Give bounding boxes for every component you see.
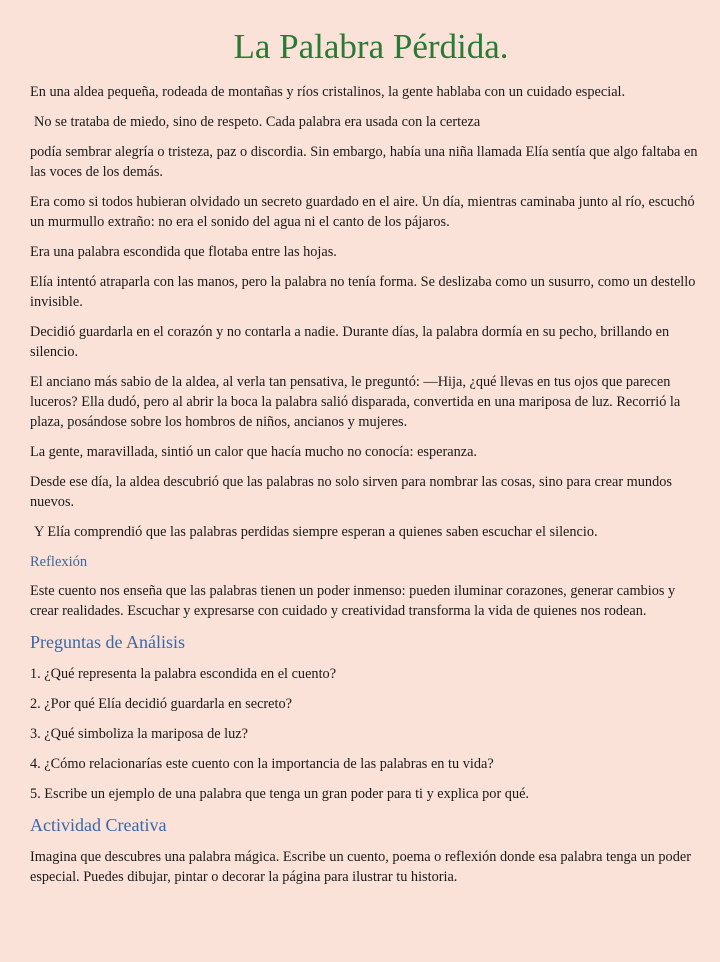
question-item: 1. ¿Qué representa la palabra escondida en el cuento? (30, 666, 337, 682)
analysis-heading: Preguntas de Análisis (30, 632, 185, 652)
reflection-section (30, 552, 702, 621)
reflection-text: Este cuento nos enseña que las palabras tienen un poder inmenso: pueden iluminar corazones, generar cambios y crear realidades. Escuchar y expresarse con cuidado y creatividad transforma la vida de quienes nos rodean. (30, 583, 676, 619)
analysis-section (30, 631, 702, 804)
story-paragraph-4: Era como si todos hubieran olvidado un secreto guardado en el aire. Un día, mientras caminaba junto al río, escuchó un murmullo extraño: no era el sonido del agua ni el canto de los pájaros. (30, 194, 695, 230)
activity-heading: Actividad Creativa (30, 815, 167, 835)
question-item: 3. ¿Qué simboliza la mariposa de luz? (30, 726, 248, 742)
question-list (30, 664, 702, 804)
story-paragraph-5: Era una palabra escondida que flotaba entre las hojas. (30, 244, 337, 260)
story-paragraph-6: Elía intentó atraparla con las manos, pero la palabra no tenía forma. Se deslizaba como un susurro, como un destello invisible. (30, 274, 696, 310)
story-paragraph-9: La gente, maravillada, sintió un calor que hacía mucho no conocía: esperanza. (30, 444, 477, 460)
reflection-heading: Reflexión (30, 554, 88, 570)
page-title: La Palabra Pérdida. (233, 27, 509, 66)
story-body (30, 82, 702, 542)
story-paragraph-11: Y Elía comprendió que las palabras perdidas siempre esperan a quienes saben escuchar el silencio. (34, 524, 598, 540)
story-paragraph-10: Desde ese día, la aldea descubrió que las palabras no solo sirven para nombrar las cosas, sino para crear mundos nuevos. (30, 474, 672, 510)
story-paragraph-1: En una aldea pequeña, rodeada de montañas y ríos cristalinos, la gente hablaba con un cuidado especial. (30, 84, 626, 100)
story-paragraph-3: podía sembrar alegría o tristeza, paz o discordia. Sin embargo, había una niña llamada Elía sentía que algo faltaba en las voces de los demás. (30, 144, 698, 180)
question-item: 5. Escribe un ejemplo de una palabra que tenga un gran poder para ti y explica por qué. (30, 786, 530, 802)
story-paragraph-7: Decidió guardarla en el corazón y no contarla a nadie. Durante días, la palabra dormía en su pecho, brillando en silencio. (30, 324, 670, 360)
question-item: 4. ¿Cómo relacionarías este cuento con la importancia de las palabras en tu vida? (30, 756, 494, 772)
activity-text: Imagina que descubres una palabra mágica. Escribe un cuento, poema o reflexión donde esa palabra tenga un poder especial. Puedes dibujar, pintar o decorar la página para ilustrar tu historia. (30, 849, 691, 885)
activity-section (30, 814, 702, 887)
story-paragraph-8: El anciano más sabio de la aldea, al verla tan pensativa, le preguntó: —Hija, ¿qué llevas en tus ojos que parecen luceros? Ella dudó, pero al abrir la boca la palabra salió disparada, convertida en una mariposa de luz. Recorrió la plaza, posándose sobre los hombros de niños, ancianos y mujeres. (30, 374, 681, 430)
question-item: 2. ¿Por qué Elía decidió guardarla en secreto? (30, 696, 292, 712)
story-paragraph-2: No se trataba de miedo, sino de respeto. Cada palabra era usada con la certeza (34, 114, 481, 130)
